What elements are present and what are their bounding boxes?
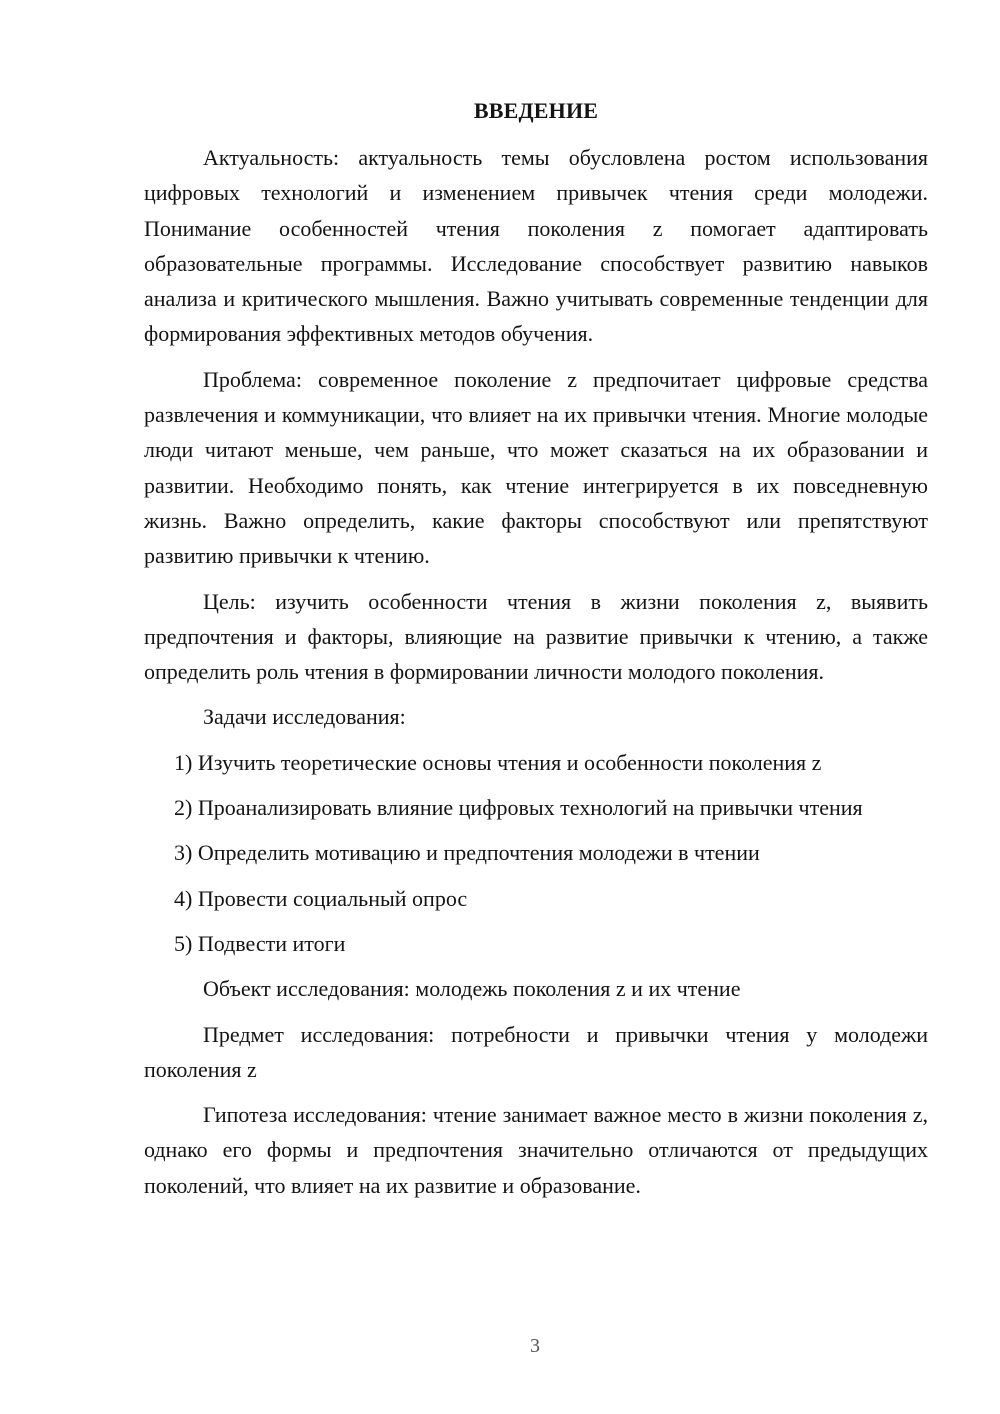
task-item-1: 1) Изучить теоретические основы чтения и особенности поколения z — [174, 749, 822, 775]
page-body — [144, 96, 928, 1213]
task-item-5: 5) Подвести итоги — [174, 930, 346, 956]
page-title: ВВЕДЕНИЕ — [473, 98, 599, 123]
goal-paragraph: Цель: изучить особенности чтения в жизни поколения z, выявить предпочтения и факторы, влияющие на развитие привычки к чтению, а также определить роль чтения в формировании личности молодого поколения. — [144, 588, 928, 685]
task-item-4: 4) Провести социальный опрос — [174, 885, 468, 911]
hypothesis-paragraph: Гипотеза исследования: чтение занимает важное место в жизни поколения z, однако его формы и предпочтения значительно отличаются от предыдущих поколений, что влияет на их развитие и образование. — [144, 1102, 928, 1198]
tasks-heading: Задачи исследования: — [203, 704, 406, 730]
subject-paragraph: Предмет исследования: потребности и привычки чтения у молодежи поколения z — [144, 1021, 928, 1082]
relevance-paragraph: Актуальность: актуальность темы обусловлена ростом использования цифровых технологий и изменением привычек чтения среди молодежи. Понимание особенностей чтения поколения z помогает адаптировать образовательные программы. Исследование способствует развитию навыков анализа и критического мышления. Важно учитывать современные тенденции для формирования эффективных методов обучения. — [144, 145, 928, 347]
task-item-2: 2) Проанализировать влияние цифровых технологий на привычки чтения — [174, 795, 863, 821]
page-number: 3 — [530, 1335, 540, 1357]
task-item-3: 3) Определить мотивацию и предпочтения молодежи в чтении — [174, 840, 760, 866]
object-paragraph: Объект исследования: молодежь поколения z и их чтение — [203, 976, 741, 1002]
problem-paragraph: Проблема: современное поколение z предпочитает цифровые средства развлечения и коммуникации, что влияет на их привычки чтения. Многие молодые люди читают меньше, чем раньше, что может сказаться на их образовании и развитии. Необходимо понять, как чтение интегрируется в их повседневную жизнь. Важно определить, какие факторы способствуют или препятствуют развитию привычки к чтению. — [144, 366, 928, 569]
